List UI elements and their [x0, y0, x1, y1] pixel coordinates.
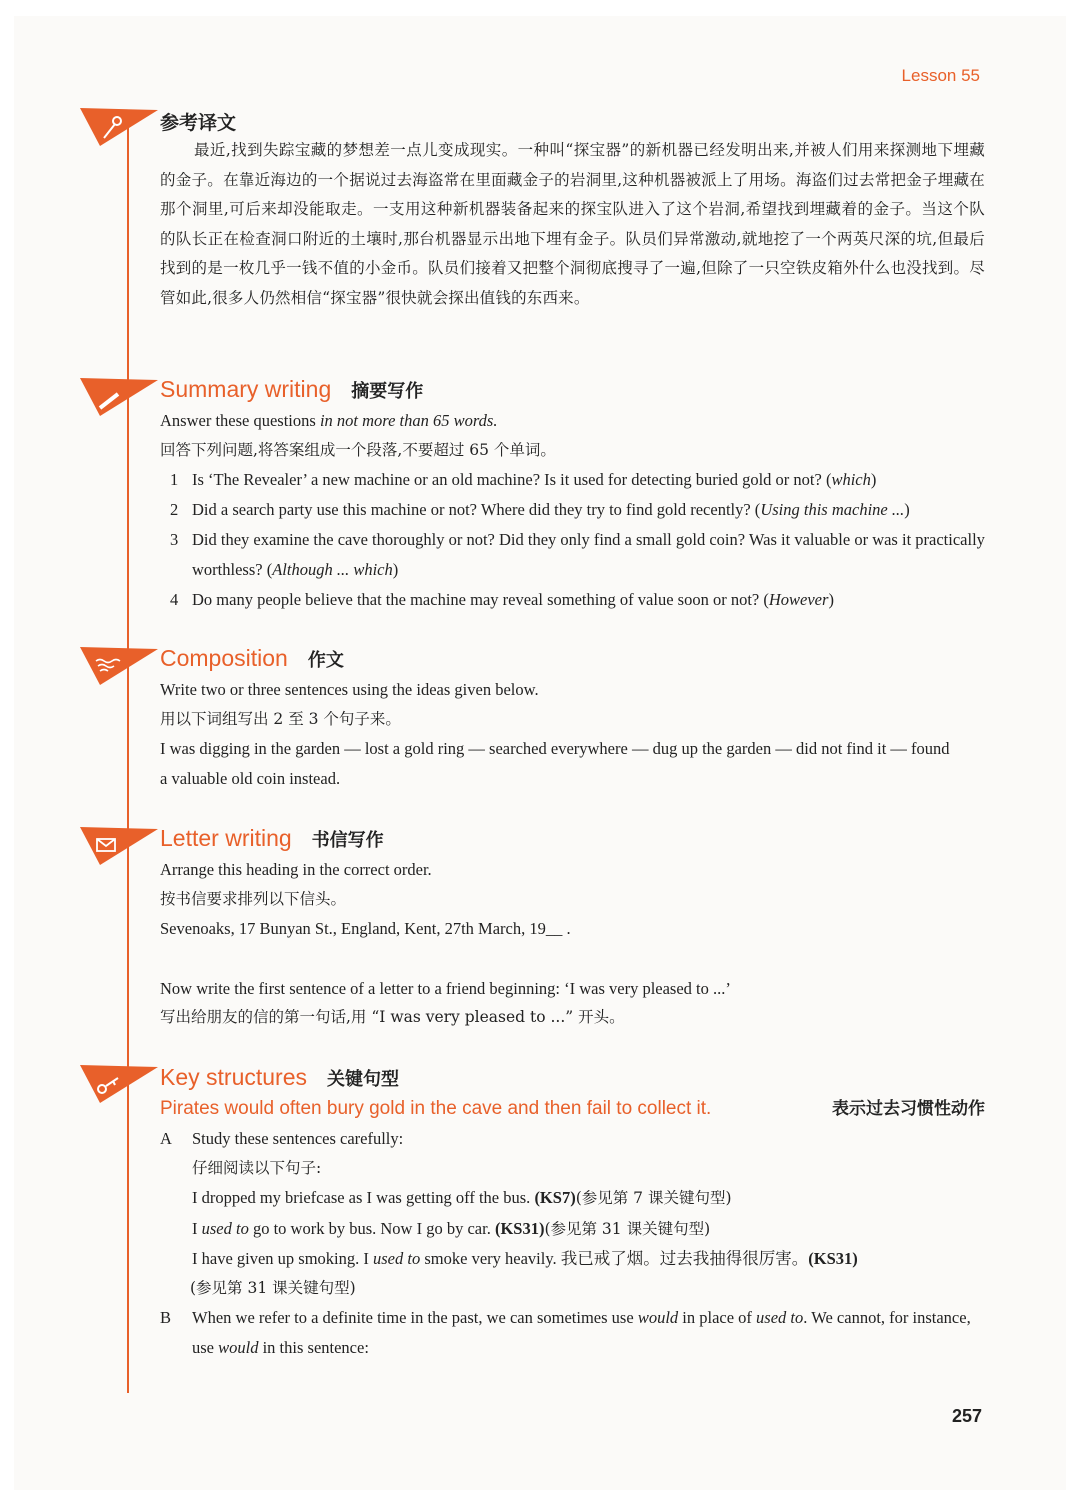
letter-address: Sevenoaks, 17 Bunyan St., England, Kent, 27th March, 19__ . [160, 919, 571, 939]
part-b-label: B [160, 1308, 172, 1328]
envelope-icon [80, 827, 158, 875]
letter-task-en: Now write the first sentence of a letter to a friend beginning: ‘I was very pleased to ...’ [160, 978, 731, 998]
letter-heading-cn: 书信写作 [311, 830, 384, 851]
lesson-label: Lesson 55 [901, 66, 980, 85]
composition-section [160, 645, 985, 793]
question-item: 2 Did a search party use this machine or not? Where did they try to find gold recently? (Using this machine ...) [170, 500, 910, 520]
letter-heading [160, 825, 985, 855]
key-structures-heading [160, 1064, 985, 1094]
key-structures-subtitle [160, 1094, 985, 1124]
translation-heading: 参考译文 [160, 112, 237, 134]
part-a-instruction-en: Study these sentences carefully: [192, 1129, 404, 1148]
question-item: 1 Is ‘The Revealer’ a new machine or an old machine? Is it used for detecting buried gold or not? (which) [170, 470, 877, 490]
example-reference-cn: (参见第 31 课关键句型) [190, 1278, 356, 1297]
page-number: 257 [951, 1406, 982, 1426]
question-list [160, 465, 985, 615]
letter-section [160, 825, 985, 1033]
example-sentence: I dropped my briefcase as I was getting off the bus. (KS7)(参见第 7 课关键句型) [192, 1188, 732, 1207]
question-item: 4 Do many people believe that the machine may reveal something of value soon or not? (However) [170, 590, 834, 610]
key-structures-subtitle-cn: 表示过去习惯性动作 [832, 1099, 985, 1119]
key-structures-heading-en: Key structures [160, 1064, 307, 1090]
key-structures-subtitle-en: Pirates would often bury gold in the cave and then fail to collect it. [160, 1098, 712, 1119]
composition-instruction-cn: 用以下词组写出 2 至 3 个句子来。 [160, 709, 401, 728]
example-sentence: I have given up smoking. I used to smoke very heavily. 我已戒了烟。过去我抽得很厉害。(KS31) [192, 1249, 858, 1268]
letter-task-cn: 写出给朋友的信的第一句话,用 “I was very pleased to ...” 开头。 [160, 1008, 625, 1027]
translation-paragraph: 最近,找到失踪宝藏的梦想差一点儿变成现实。一种叫“探宝器”的新机器已经发明出来,并被人们用来探测地下埋藏的金子。在靠近海边的一个据说过去海盗常在里面藏金子的岩洞里,这种机器被派上了用场。海盗们过去常把金子埋藏在那个洞里,可后来却没能取走。一支用这种新机器装备起来的探宝队进入了这个岩洞,希望找到埋藏着的金子。当这个队的队长正在检查洞口附近的土壤时,那台机器显示出地下埋有金子。队员们异常激动,就地挖了一个两英尺深的坑,但最后找到的是一枚几乎一钱不值的小金币。队员们接着又把整个洞彻底搜寻了一遍,但除了一只空铁皮箱外什么也没找到。尽管如此,很多人仍然相信“探宝器”很快就会探出值钱的东西来。 [160, 141, 985, 307]
summary-heading-en: Summary writing [160, 376, 332, 402]
summary-instruction-cn: 回答下列问题,将答案组成一个段落,不要超过 65 个单词。 [160, 440, 556, 459]
part-b-text: When we refer to a definite time in the past, we can sometimes use would in place of used to. We cannot, for instance, use would in this sentence: [192, 1308, 971, 1357]
composition-heading-cn: 作文 [307, 650, 344, 671]
letter-instruction-en: Arrange this heading in the correct order. [160, 860, 432, 879]
summary-instruction-en: Answer these questions in not more than 65 words. [160, 411, 498, 430]
composition-instruction-en: Write two or three sentences using the ideas given below. [160, 680, 539, 699]
key-structures-section [160, 1064, 985, 1362]
pencil-icon [80, 378, 158, 426]
part-b [160, 1303, 985, 1362]
question-item: 3 Did they examine the cave thoroughly or not? Did they only find a small gold coin? Was it valuable or was it practically worthless? (Although ... which) [170, 530, 985, 580]
part-a-label: A [160, 1129, 172, 1148]
summary-heading-cn: 摘要写作 [351, 381, 424, 402]
summary-heading [160, 376, 985, 406]
waves-icon [80, 647, 158, 695]
composition-heading-en: Composition [160, 645, 288, 671]
composition-ideas: I was digging in the garden — lost a gold ring — searched everywhere — dug up the garden — did not find it — found a valuable old coin instead. [160, 739, 950, 788]
part-a [160, 1124, 985, 1274]
example-sentence: I used to go to work by bus. Now I go by car. (KS31)(参见第 31 课关键句型) [192, 1218, 711, 1238]
letter-heading-en: Letter writing [160, 825, 292, 851]
part-a-instruction-cn: 仔细阅读以下句子: [192, 1158, 322, 1177]
key-structures-heading-cn: 关键句型 [327, 1069, 399, 1090]
margin-rule [127, 118, 129, 1393]
composition-heading [160, 645, 985, 675]
summary-section [160, 376, 985, 615]
key-icon [80, 1065, 158, 1113]
pen-nib-icon [80, 108, 158, 156]
translation-section [160, 108, 985, 314]
letter-instruction-cn: 按书信要求排列以下信头。 [160, 889, 347, 908]
